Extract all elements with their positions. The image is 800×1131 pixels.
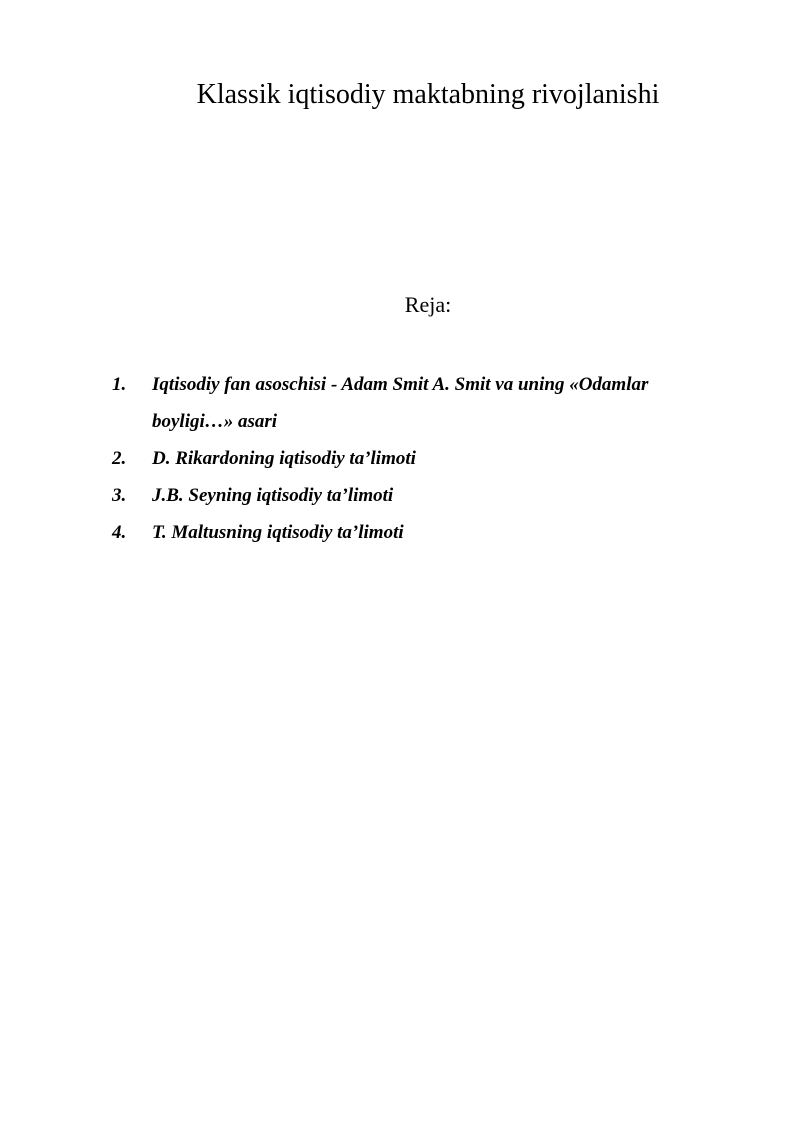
plan-item-number: 1. — [112, 374, 127, 395]
plan-item-text: Iqtisodiy fan asoschisi - Adam Smit A. Smit va uning «Odamlar boyligi…» asari — [152, 374, 649, 432]
document-title: Klassik iqtisodiy maktabning rivojlanishi — [196, 79, 660, 110]
plan-list — [112, 366, 732, 551]
plan-heading: Reja: — [404, 292, 452, 317]
plan-item — [112, 440, 732, 477]
plan-item-text: T. Maltusning iqtisodiy ta’limoti — [152, 522, 404, 543]
plan-item-text: D. Rikardoning iqtisodiy ta’limoti — [152, 448, 416, 469]
plan-item — [112, 477, 732, 514]
plan-item-number: 3. — [112, 485, 127, 506]
plan-item — [112, 514, 732, 551]
plan-item-text: J.B. Seyning iqtisodiy ta’limoti — [152, 485, 394, 506]
plan-item-number: 2. — [112, 448, 127, 469]
plan-item-number: 4. — [112, 522, 127, 543]
plan-item — [112, 366, 732, 440]
